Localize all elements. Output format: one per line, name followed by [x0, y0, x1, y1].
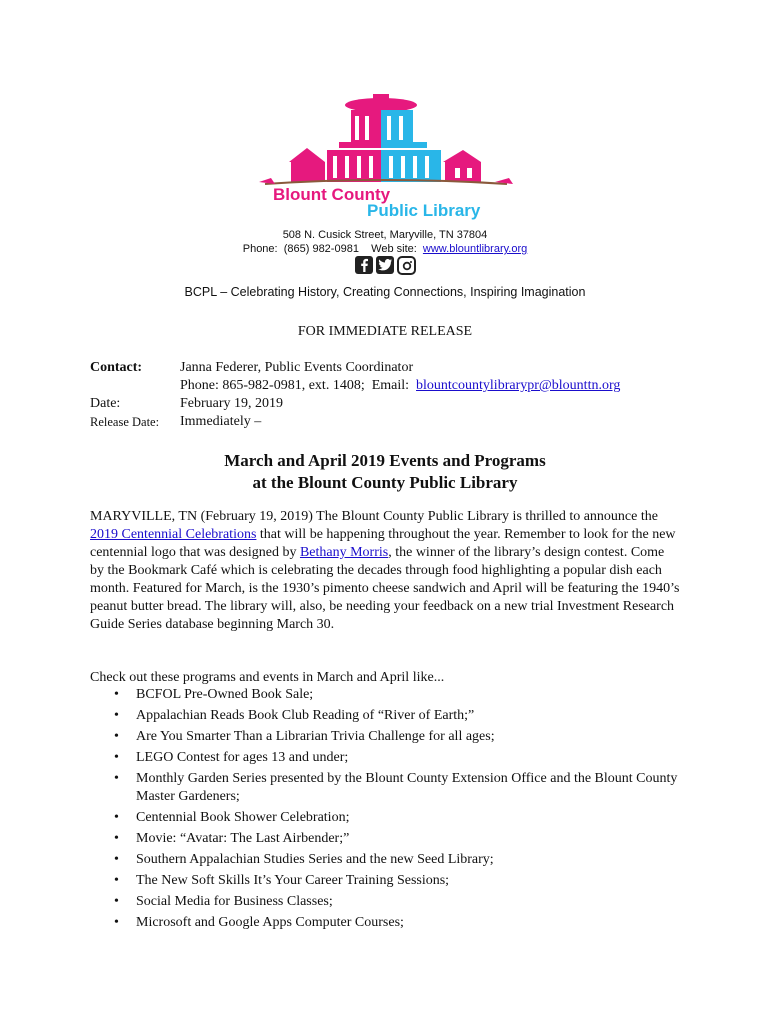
date-label: Date: [90, 396, 121, 411]
logo-line2: Public Library [367, 201, 481, 220]
facebook-icon[interactable] [355, 256, 373, 274]
twitter-icon[interactable] [376, 256, 394, 274]
bethany-morris-link[interactable]: Bethany Morris [299, 545, 389, 560]
release-date-row [90, 413, 620, 431]
bullet-icon: • [114, 729, 119, 744]
logo-line1: Blount County [273, 185, 391, 204]
contact-label: Contact: [90, 360, 143, 375]
logo-building-graphic [259, 94, 513, 184]
list-item: • BCFOL Pre-Owned Book Sale; [114, 687, 314, 702]
list-item: • LEGO Contest for ages 13 and under; [114, 750, 349, 765]
list-item: • Appalachian Reads Book Club Reading of “River of Earth;” [114, 708, 475, 723]
instagram-icon[interactable] [397, 256, 416, 275]
intro-text-3: , the winner of the library’s design contest. Come by the Bookmark Café which is celebrating the decades through food highlighting a popular dish each month. Featured for March, is the 1930’s pimento cheese sandwich and April will be featuring the 1940’s peanut butter bread. The library will, also, be needing your feedback on a new trial Investment Research Guide Series database beginning March 30. [90, 545, 680, 632]
title-line1: March and April 2019 Events and Programs [224, 451, 546, 470]
phone-text: Phone: (865) 982-0981 Web site: [242, 243, 423, 255]
contact-phone-row [90, 377, 620, 395]
list-item: • Microsoft and Google Apps Computer Courses; [114, 915, 404, 930]
events-intro: Check out these programs and events in March and April like... [90, 670, 445, 685]
list-item: • Southern Appalachian Studies Series and the new Seed Library; [114, 852, 494, 867]
contact-name: Janna Federer, Public Events Coordinator [180, 360, 414, 375]
phone-website-line [0, 242, 770, 256]
library-logo [255, 92, 517, 222]
contact-phone-email [180, 377, 620, 395]
date-row [90, 395, 620, 413]
list-item: • Movie: “Avatar: The Last Airbender;” [114, 831, 350, 846]
intro-text-1: MARYVILLE, TN (February 19, 2019) The Blount County Public Library is thrilled to announce the [90, 509, 658, 524]
social-icons [355, 256, 416, 276]
list-item: • The New Soft Skills It’s Your Career Training Sessions; [114, 873, 450, 888]
list-item: • Social Media for Business Classes; [114, 894, 333, 909]
centennial-link[interactable]: 2019 Centennial Celebrations [90, 527, 257, 542]
bullet-icon: • [114, 708, 119, 723]
bullet-icon: • [114, 915, 119, 930]
contact-row [90, 359, 620, 377]
contact-block [90, 359, 620, 431]
bullet-icon: • [114, 894, 119, 909]
release-heading: FOR IMMEDIATE RELEASE [297, 324, 473, 339]
list-item: • Centennial Book Shower Celebration; [114, 810, 350, 825]
website-link[interactable]: www.blountlibrary.org [422, 243, 528, 255]
bullet-icon: • [114, 771, 119, 786]
contact-phone: Phone: 865-982-0981, ext. 1408; Email: [180, 378, 417, 393]
bullet-icon: • [114, 873, 119, 888]
page-title [0, 450, 770, 494]
bullet-icon: • [114, 750, 119, 765]
date-value: February 19, 2019 [180, 396, 284, 411]
release-date-value: Immediately – [180, 414, 262, 429]
address: 508 N. Cusick Street, Maryville, TN 37804 [282, 229, 488, 241]
email-link[interactable]: blountcountylibrarypr@blounttn.org [416, 378, 621, 393]
list-item: • Are You Smarter Than a Librarian Trivia Challenge for all ages; [114, 729, 495, 744]
intro-text-2: that will be happening throughout the year. Remember to look for the new centennial logo that was designed by [90, 527, 676, 560]
bullet-icon: • [114, 831, 119, 846]
list-item: • Monthly Garden Series presented by the Blount County Extension Office and the Blount County Master Gardeners; [114, 771, 678, 804]
bullet-icon: • [114, 687, 119, 702]
bullet-icon: • [114, 852, 119, 867]
tagline: BCPL – Celebrating History, Creating Connections, Inspiring Imagination [184, 285, 586, 299]
title-line2: at the Blount County Public Library [252, 473, 518, 492]
release-date-label: Release Date: [90, 415, 160, 429]
events-list [90, 686, 690, 935]
bullet-icon: • [114, 810, 119, 825]
intro-paragraph [90, 508, 680, 634]
